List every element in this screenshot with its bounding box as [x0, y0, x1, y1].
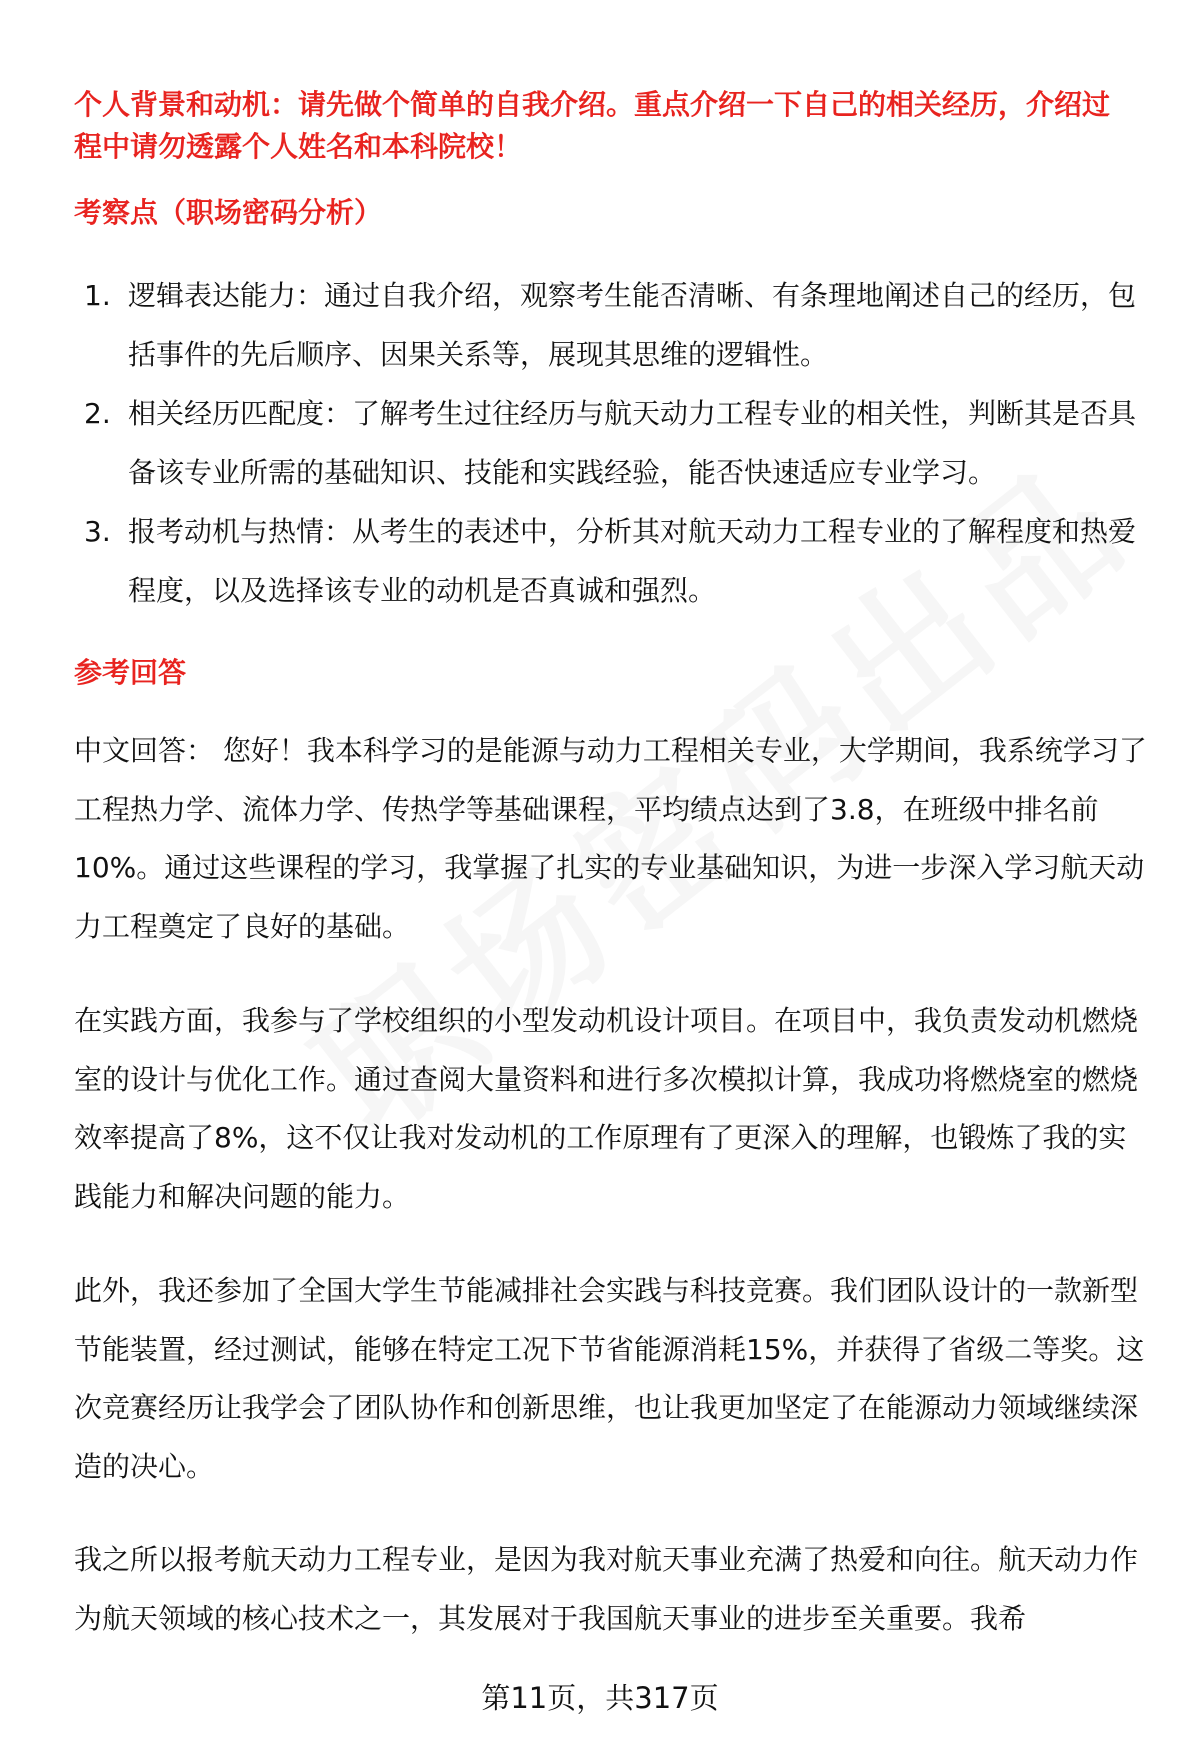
answer-paragraph: 我之所以报考航天动力工程专业，是因为我对航天事业充满了热爱和向往。航天动力作为航天领域的核心技术之一，其发展对于我国航天事业的进步至关重要。我希 [74, 1543, 1139, 1635]
answer-paragraph: 中文回答： 您好！我本科学习的是能源与动力工程相关专业，大学期间，我系统学习了工程热力学、流体力学、传热学等基础课程，平均绩点达到了3.8，在班级中排名前10%。通过这些课程的学习，我掌握了扎实的专业基础知识，为进一步深入学习航天动力工程奠定了良好的基础。 [74, 734, 1147, 943]
list-item-text: 报考动机与热情：从考生的表述中，分析其对航天动力工程专业的了解程度和热爱程度，以及选择该专业的动机是否真诚和强烈。 [128, 515, 1137, 607]
answer-paragraph: 此外，我还参加了全国大学生节能减排社会实践与科技竞赛。我们团队设计的一款新型节能装置，经过测试，能够在特定工况下节省能源消耗15%，并获得了省级二等奖。这次竞赛经历让我学会了团队协作和创新思维，也让我更加坚定了在能源动力领域继续深造的决心。 [74, 1274, 1145, 1483]
list-item-text: 相关经历匹配度：了解考生过往经历与航天动力工程专业的相关性，判断其是否具备该专业所需的基础知识、技能和实践经验，能否快速适应专业学习。 [128, 397, 1137, 489]
list-item-number: 2. [84, 397, 111, 430]
list-item [74, 266, 1144, 384]
list-item-number: 1. [84, 279, 111, 312]
list-item [74, 384, 1144, 502]
list-item-text: 逻辑表达能力：通过自我介绍，观察考生能否清晰、有条理地阐述自己的经历，包括事件的先后顺序、因果关系等，展现其思维的逻辑性。 [128, 279, 1137, 371]
reference-answer-heading: 参考回答 [74, 656, 187, 689]
list-item-number: 3. [84, 515, 111, 548]
list-item [74, 502, 1144, 620]
assessment-points-list [74, 266, 1144, 620]
intro-question-heading: 个人背景和动机：请先做个简单的自我介绍。重点介绍一下自己的相关经历，介绍过程中请勿透露个人姓名和本科院校！ [74, 88, 1111, 163]
assessment-points-heading: 考察点（职场密码分析） [74, 196, 383, 229]
answer-paragraph: 在实践方面，我参与了学校组织的小型发动机设计项目。在项目中，我负责发动机燃烧室的设计与优化工作。通过查阅大量资料和进行多次模拟计算，我成功将燃烧室的燃烧效率提高了8%，这不仅让我对发动机的工作原理有了更深入的理解，也锻炼了我的实践能力和解决问题的能力。 [74, 1004, 1139, 1213]
page-number-footer: 第11页，共317页 [481, 1681, 719, 1715]
